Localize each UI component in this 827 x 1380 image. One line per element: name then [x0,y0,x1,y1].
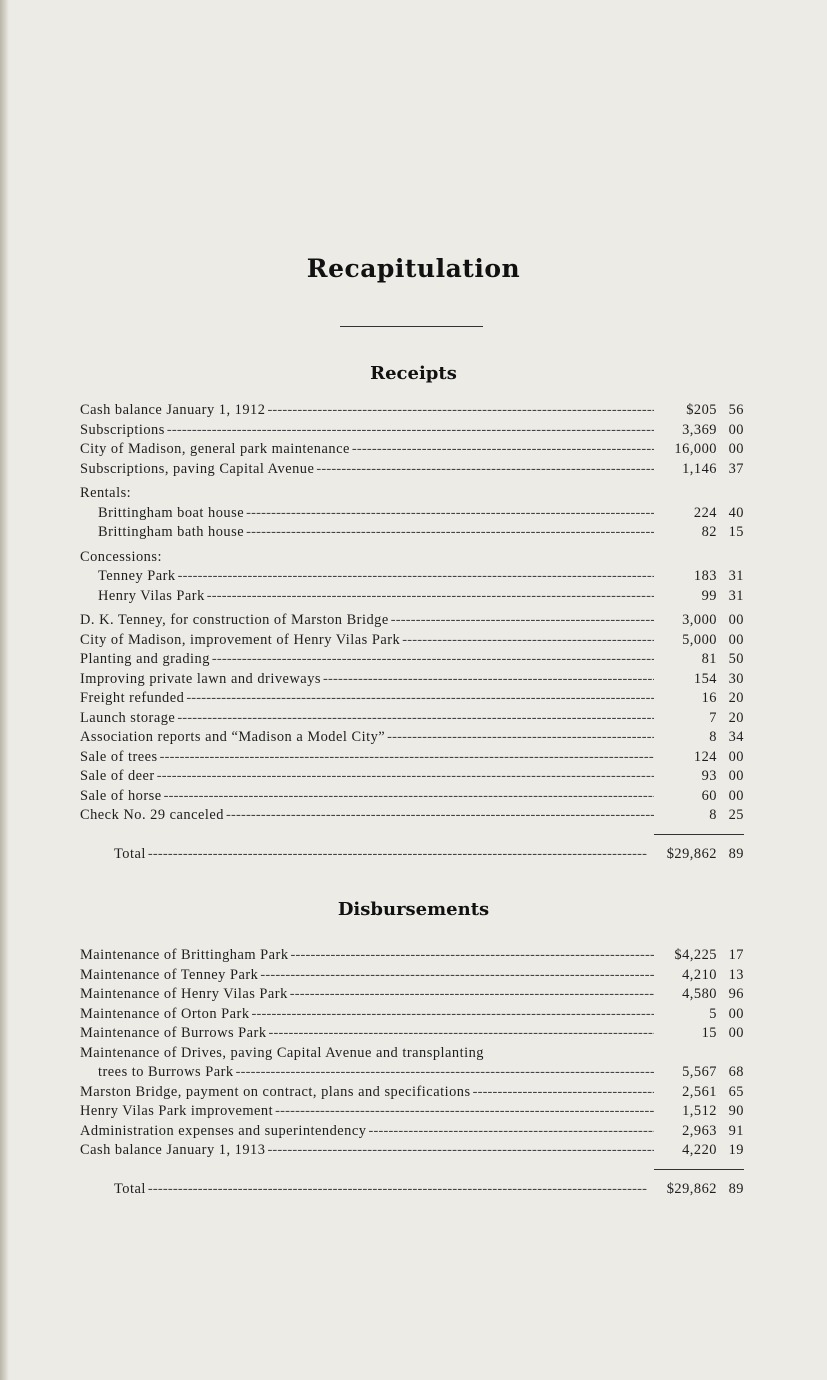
row-dollars: 7 [709,709,717,726]
row-cents: 17 [728,947,744,963]
ledger-row [80,631,750,651]
row-label: Freight refunded ----- [80,689,654,709]
row-cents: 00 [728,421,744,438]
row-label: Maintenance of Drives, paving Capital Avenue and transplanting [80,1044,484,1061]
row-label: Maintenance of Henry Vilas Park ----- [80,985,654,1005]
row-label: trees to Burrows Park ----- [98,1063,654,1083]
row-dollars: 99 [701,587,717,604]
ledger-row [80,440,750,460]
row-dollars: 15 [701,1025,717,1041]
row-cents: 19 [728,1142,744,1158]
ledger-row [80,611,750,631]
total-cents: 89 [728,845,744,862]
row-dollars: 5 [709,1005,717,1022]
ledger-row [80,787,750,807]
ledger-row [80,985,750,1005]
ledger-row [80,650,750,670]
row-cents: 00 [728,441,744,457]
row-cents: 34 [728,729,744,745]
row-label: D. K. Tenney, for construction of Marston Bridge ----- [80,611,654,631]
ledger-row [80,689,750,709]
row-label: Sale of trees ----- [80,748,654,768]
row-cents: 40 [728,504,744,521]
row-cents: 31 [728,587,744,604]
ledger-row [80,1141,750,1161]
title-divider [340,326,483,327]
row-label: Administration expenses and superintendency ----- [80,1122,654,1142]
row-dollars: $4,225 [674,947,717,963]
row-dollars: 82 [701,524,717,540]
total-label: Total ----- [114,1180,654,1200]
row-cents: 96 [728,986,744,1002]
ledger-row [80,1122,750,1142]
row-dollars: 16 [701,690,717,706]
row-label: City of Madison, general park maintenance ----- [80,440,654,460]
row-label: Maintenance of Brittingham Park ----- [80,946,654,966]
ledger-row [80,460,750,480]
row-dollars: 1,512 [682,1103,717,1119]
row-dollars: 154 [693,670,717,687]
disbursements-total-row [80,1180,750,1200]
row-dollars: 3,369 [682,421,717,438]
row-label: Maintenance of Orton Park ----- [80,1005,654,1025]
row-dollars: 1,146 [682,460,717,477]
row-label: Association reports and “Madison a Model City” ----- [80,728,654,748]
total-dollars: $29,862 [666,1180,717,1197]
row-dollars: 60 [701,787,717,804]
row-label: Check No. 29 canceled ----- [80,806,654,826]
row-dollars: 93 [701,768,717,784]
row-cents: 00 [728,748,744,765]
row-dollars: 124 [693,748,717,765]
ledger-row [80,1024,750,1044]
row-label: Maintenance of Burrows Park ----- [80,1024,654,1044]
ledger-row [80,504,750,524]
row-dollars: 224 [693,504,717,521]
ledger-group-heading [80,484,750,504]
row-label: Sale of horse ----- [80,787,654,807]
row-label: Brittingham boat house ----- [98,504,654,524]
row-cents: 30 [728,670,744,687]
row-label: Henry Vilas Park improvement ----- [80,1102,654,1122]
ledger-row [80,523,750,543]
disbursements-ledger [80,946,750,1199]
row-dollars: 3,000 [682,612,717,628]
row-cents: 00 [728,1005,744,1022]
ledger-row [80,946,750,966]
row-dollars: 8 [709,729,717,745]
row-cents: 68 [728,1064,744,1080]
row-cents: 20 [728,690,744,706]
row-dollars: 5,567 [682,1064,717,1080]
row-dollars: 183 [693,568,717,584]
row-dollars: 8 [709,807,717,823]
row-cents: 25 [728,807,744,823]
row-label: City of Madison, improvement of Henry Vilas Park ----- [80,631,654,651]
ledger-row [80,1083,750,1103]
row-cents: 13 [728,966,744,983]
total-label: Total ----- [114,845,654,865]
row-dollars: 4,210 [682,966,717,983]
row-cents: 20 [728,709,744,726]
row-dollars: 4,580 [682,986,717,1002]
ledger-row [80,1063,750,1083]
ledger-row [80,587,750,607]
ledger-row [80,401,750,421]
sum-rule [654,834,744,835]
row-label: Launch storage ----- [80,709,654,729]
total-dollars: $29,862 [666,845,717,862]
row-cents: 00 [728,631,744,648]
row-label: Marston Bridge, payment on contract, plans and specifications ----- [80,1083,654,1103]
total-cents: 89 [728,1180,744,1197]
row-cents: 00 [728,768,744,784]
sum-rule [654,1169,744,1170]
row-cents: 31 [728,568,744,584]
ledger-row [80,728,750,748]
ledger-row [80,748,750,768]
row-label: Henry Vilas Park ----- [98,587,654,607]
ledger-row [80,966,750,986]
row-dollars: 2,561 [682,1083,717,1100]
page-spine-shadow [0,0,9,1380]
row-cents: 00 [728,612,744,628]
row-dollars: 5,000 [682,631,717,648]
row-cents: 90 [728,1103,744,1119]
row-label: Cash balance January 1, 1912 ----- [80,401,654,421]
row-label: Planting and grading ----- [80,650,654,670]
ledger-group-heading [80,548,750,568]
row-cents: 00 [728,1025,744,1041]
receipts-heading: Receipts [370,363,457,384]
page-title: Recapitulation [306,254,521,283]
ledger-row [80,1102,750,1122]
row-label: Rentals: [80,485,132,501]
row-cents: 00 [728,787,744,804]
ledger-row [80,709,750,729]
row-cents: 37 [728,460,744,477]
row-dollars: 4,220 [682,1142,717,1158]
row-label: Subscriptions, paving Capital Avenue ----- [80,460,654,480]
row-dollars: 2,963 [682,1122,717,1139]
ledger-row [80,1005,750,1025]
ledger-row [80,670,750,690]
row-label: Subscriptions ----- [80,421,654,441]
ledger-row-continued [80,1044,750,1064]
disbursements-heading: Disbursements [337,899,490,920]
row-cents: 56 [728,402,744,418]
row-cents: 65 [728,1083,744,1100]
receipts-ledger [80,401,750,864]
receipts-total-row [80,845,750,865]
ledger-row [80,421,750,441]
row-cents: 50 [728,651,744,667]
row-label: Concessions: [80,548,162,565]
row-label: Improving private lawn and driveways ----- [80,670,654,690]
row-dollars: $205 [686,402,717,418]
row-label: Brittingham bath house ----- [98,523,654,543]
row-label: Maintenance of Tenney Park ----- [80,966,654,986]
row-label: Sale of deer ----- [80,767,654,787]
row-label: Tenney Park ----- [98,567,654,587]
row-dollars: 81 [701,651,717,667]
ledger-row [80,806,750,826]
row-dollars: 16,000 [674,441,717,457]
row-cents: 15 [728,524,744,540]
row-cents: 91 [728,1122,744,1139]
ledger-row [80,567,750,587]
ledger-row [80,767,750,787]
row-label: Cash balance January 1, 1913 ----- [80,1141,654,1161]
